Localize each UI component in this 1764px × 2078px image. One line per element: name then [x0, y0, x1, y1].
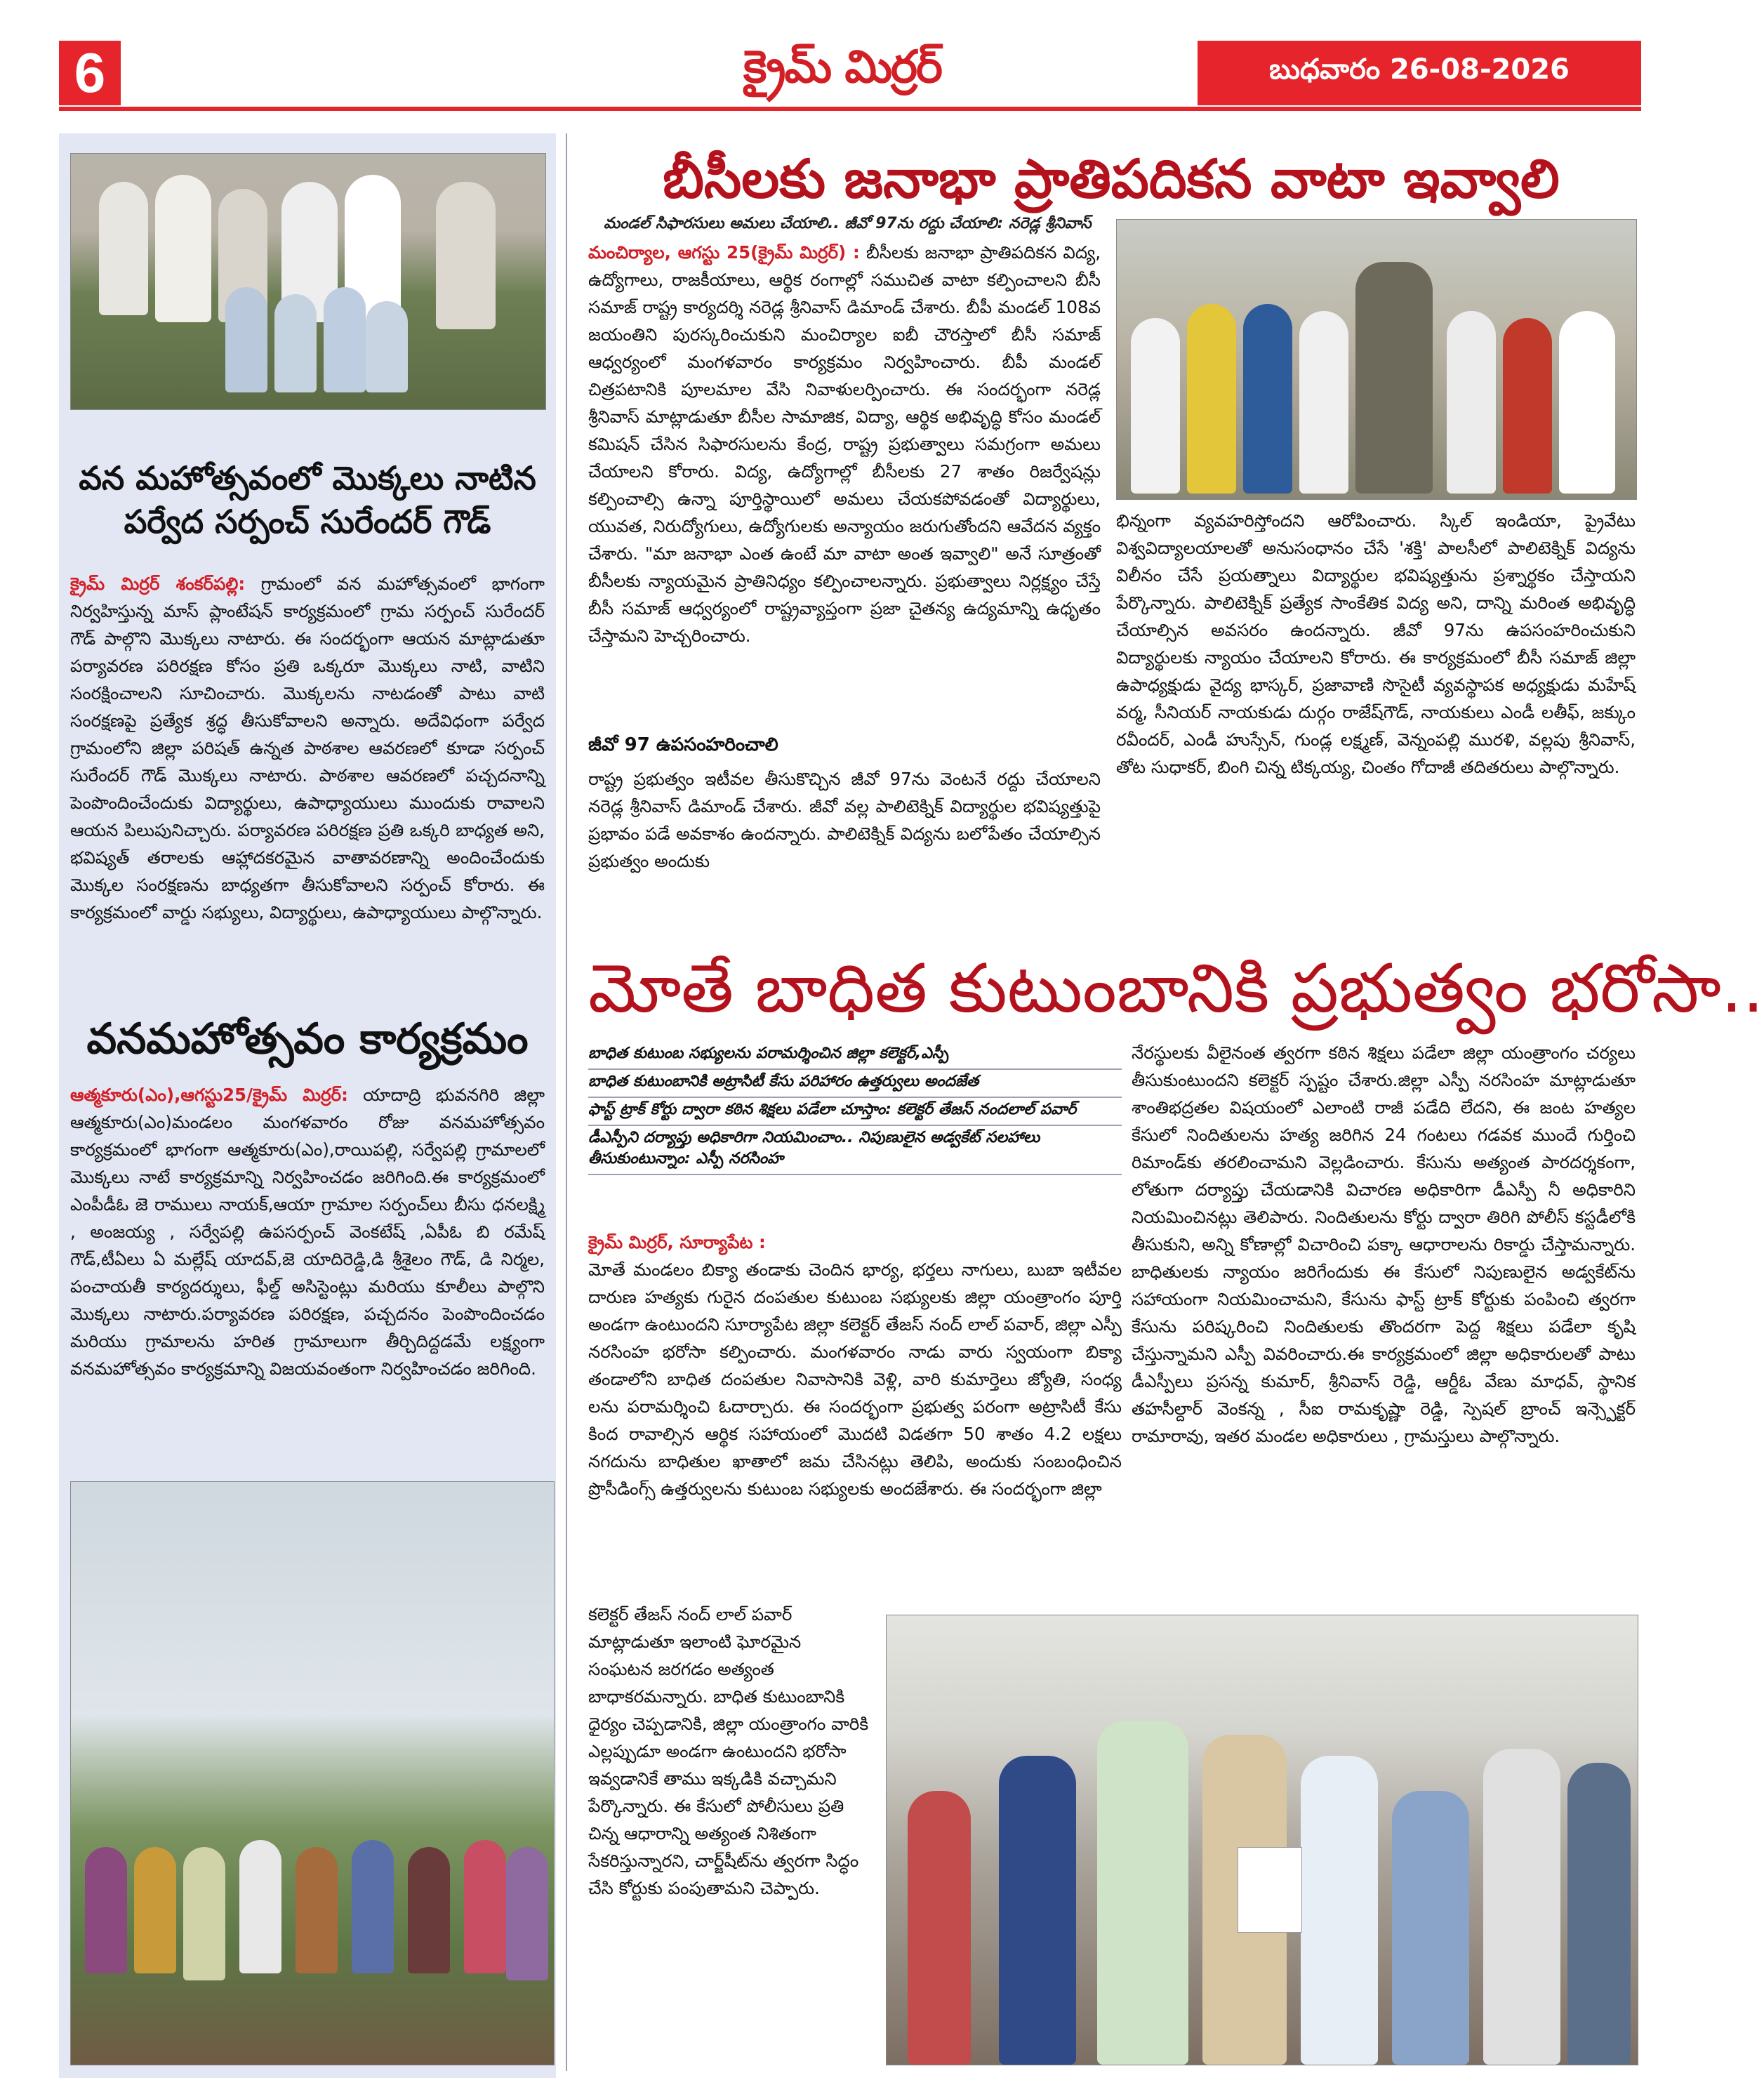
photo-collector-visit — [886, 1615, 1638, 2065]
column-divider — [566, 133, 567, 2071]
story2-body-text: యాదాద్రి భువనగిరి జిల్లా ఆత్మకూరు(ఎం)మండలం మంగళవారం రోజు వనమహోత్సవం కార్యక్రమంలో భాగంగా ఆత్మకూరు(ఎం),రాయిపల్లి, సర్వేపల్లి గ్రామాలలో మొక్కలు నాటే కార్యక్రమాన్ని నిర్వహించడం జరిగింది.ఈ కార్యక్రమంలో ఎంపీడీఓ జె రాములు నాయక్,ఆయా గ్రామాల సర్పంచ్‌లు బీసు ధనలక్ష్మి , అంజయ్య , సర్వేపల్లి ఉపసర్పంచ్ వెంకటేష్ ,ఏపీఓ బి రమేష్ గౌడ్,టీఏలు ఏ మల్లేష్ యాదవ్,జె యాదిరెడ్డి,డి శ్రీశైలం గౌడ్, డి నిర్మల, పంచాయతీ కార్యదర్శులు, ఫీల్డ్ అసిస్టెంట్లు మరియు కూలీలు పాల్గొని మొక్కలు నాటారు.పర్యావరణ పరిరక్షణ, పచ్చదనం పెంపొందించడం మరియు గ్రామాలను హరిత గ్రామాలుగా తీర్చిదిద్దడమే లక్ష్యంగా వనమహోత్సవం కార్యక్రమాన్ని విజయవంతంగా నిర్వహించడం జరిగింది. — [70, 1085, 545, 1379]
bc-story-body-text: బీసీలకు జనాభా ప్రాతిపదికన విద్య, ఉద్యోగాలు, రాజకీయాలు, ఆర్థిక రంగాల్లో సముచిత వాటా కల్పించాలని బీసీ సమాజ్ రాష్ట్ర కార్యదర్శి నరెడ్ల శ్రీనివాస్ డిమాండ్ చేశారు. బీపీ మండల్ 108వ జయంతిని పురస్కరించుకుని మంచిర్యాల ఐబీ చౌరస్తాలో బీసీ సమాజ్ ఆధ్వర్యంలో మంగళవారం కార్యక్రమం నిర్వహించారు. బీపీ మండల్ చిత్రపటానికి పూలమాల వేసి నివాళులర్పించారు. ఈ సందర్భంగా నరెడ్ల శ్రీనివాస్ మాట్లాడుతూ బీసీల సామాజిక, విద్యా, ఆర్థిక అభివృద్ధి కోసం మండల్ కమిషన్ చేసిన సిఫారసులను కేంద్ర, రాష్ట్ర ప్రభుత్వాలు సమగ్రంగా అమలు చేయాలని కోరారు. విద్య, ఉద్యోగాల్లో బీసీలకు 27 శాతం రిజర్వేషన్లు కల్పించాల్సి ఉన్నా పూర్తిస్థాయిలో అమలు చేయకపోవడంతో విద్యార్థులు, యువత, నిరుద్యోగులు, ఉద్యోగులకు అన్యాయం జరుగుతోందని ఆవేదన వ్యక్తం చేశారు. "మా జనాభా ఎంత ఉంటే మా వాటా అంత ఇవ్వాలి" అనే సూత్రంతో బీసీలకు న్యాయమైన ప్రాతినిధ్యం కల్పించాలన్నారు. ప్రభుత్వాలు నిర్లక్ష్యం చేస్తే బీసీ సమాజ్ ఆధ్వర్యంలో రాష్ట్రవ్యాప్తంగా ప్రజా చైతన్య ఉద్యమాన్ని ఉధృతం చేస్తామని హెచ్చరించారు. — [588, 242, 1101, 646]
story1-headline — [70, 456, 545, 543]
story1-body-text: గ్రామంలో వన మహోత్సవంలో భాగంగా నిర్వహిస్తున్న మాస్ ప్లాంటేషన్ కార్యక్రమంలో గ్రామ సర్పంచ్ సురేందర్ గౌడ్ పాల్గొని మొక్కలు నాటారు. ఈ సందర్భంగా ఆయన మాట్లాడుతూ పర్యావరణ పరిరక్షణ కోసం ప్రతి ఒక్కరూ మొక్కలు నాటి, వాటిని సంరక్షించాలని సూచించారు. మొక్కలను నాటడంతో పాటు వాటి సంరక్షణపై ప్రత్యేక శ్రద్ధ తీసుకోవాలని అన్నారు. అదేవిధంగా పర్వేద గ్రామంలోని జిల్లా పరిషత్ ఉన్నత పాఠశాల ఆవరణలో కూడా సర్పంచ్ సురేందర్ గౌడ్ మొక్కలు నాటారు. పాఠశాల ఆవరణలో పచ్చదనాన్ని పెంపొందించేందుకు విద్యార్థులు, ఉపాధ్యాయులు ముందుకు రావాలని ఆయన పిలుపునిచ్చారు. పర్యావరణ పరిరక్షణ ప్రతి ఒక్కరి బాధ్యత అని, భవిష్యత్ తరాలకు ఆహ్లాదకరమైన వాతావరణాన్ని అందించేందుకు మొక్కల సంరక్షణను బాధ్యతగా తీసుకోవాలని సర్పంచ్ కోరారు. ఈ కార్యక్రమంలో వార్డు సభ్యులు, విద్యార్థులు, ఉపాధ్యాయులు పాల్గొన్నారు. — [70, 574, 545, 922]
photo-plantation-students — [70, 153, 546, 410]
bc-story-body — [588, 239, 1101, 723]
mothe-headline-part2: ప్రభుత్వం భరోసా.. — [1290, 949, 1764, 1028]
story2-body — [70, 1081, 545, 1488]
story1-body — [70, 570, 545, 991]
deck-line: ఫాస్ట్ ట్రాక్ కోర్టు ద్వారా కఠిన శిక్షలు పడేలా చూస్తాం: కలెక్టర్ తేజస్ నందలాల్ పవార్ — [588, 1098, 1122, 1126]
mothe-headline-part1: మోతే బాధిత కుటుంబానికి — [588, 949, 1291, 1028]
story2-source: ఆత్మకూరు(ఎం),ఆగస్టు25/క్రైమ్ మిర్రర్: — [70, 1085, 348, 1105]
page-number: 6 — [59, 41, 121, 105]
mothe-story-body-col1 — [588, 1229, 1122, 1594]
photo-bc-samaj-tribute — [1116, 219, 1637, 500]
mothe-story-headline — [588, 948, 1764, 1029]
bc-subsection-body: రాష్ట్ర ప్రభుత్వం ఇటీవల తీసుకొచ్చిన జీవో 97ను వెంటనే రద్దు చేయాలని నరెడ్ల శ్రీనివాస్ డిమాండ్ చేశారు. జీవో వల్ల పాలిటెక్నిక్ విద్యార్థుల భవిష్యత్తుపై ప్రభావం పడే అవకాశం ఉందన్నారు. పాలిటెక్నిక్ విద్యను బలోపేతం చేయాల్సిన ప్రభుత్వం అందుకు — [588, 769, 1101, 871]
header-rule — [59, 107, 1641, 111]
story1-headline-line2: పర్వేద సర్పంచ్ సురేందర్ గౌడ్ — [124, 503, 491, 541]
mothe-story-body-col2: నేరస్థులకు వీలైనంత త్వరగా కఠిన శిక్షలు పడేలా జిల్లా యంత్రాంగం చర్యలు తీసుకుంటుందని కలెక్టర్ స్పష్టం చేశారు.జిల్లా ఎస్పీ నరసింహ మాట్లాడుతూ శాంతిభద్రతల విషయంలో ఎలాంటి రాజీ పడేది లేదని, ఈ జంట హత్యల కేసులో నిందితులను హత్య జరిగిన 24 గంటలు గడవక ముందే గుర్తించి రిమాండ్‌కు తరలించామని వెల్లడించారు. కేసును అత్యంత పారదర్శకంగా, లోతుగా దర్యాప్తు చేయడానికి విచారణ అధికారిగా డీఎస్పీ నీ అధికారిని నియమించినట్లు తెలిపారు. నిందితులను కోర్టు ద్వారా తిరిగి పోలీస్ కస్టడీలోకి తీసుకుని, అన్ని కోణాల్లో విచారించి పక్కా ఆధారాలను రికార్డు చేస్తామన్నారు. బాధితులకు న్యాయం జరిగేందుకు ఈ కేసులో నిపుణులైన అడ్వకేట్‌ను సహాయంగా నియమించామని, కేసును ఫాస్ట్ ట్రాక్ కోర్టుకు పంపించి త్వరగా కేసును పరిష్కరించి నిందితులకు తొందరగా పెద్ద శిక్షలు పడేలా కృషి చేస్తున్నామని ఎస్పీ వివరించారు.ఈ కార్యక్రమంలో జిల్లా అధికారులతో పాటు డీఎస్పీలు ప్రసన్న కుమార్, శ్రీనివాస్ రెడ్డి, ఆర్డీఓ వేణు మాధవ్, స్థానిక తహసీల్దార్ వెంకన్న , సీఐ రామకృష్ణా రెడ్డి, స్పెషల్ బ్రాంచ్ ఇన్స్పెక్టర్ రామారావు, ఇతర మండల అధికారులు , గ్రామస్తులు పాల్గొన్నారు. — [1132, 1043, 1636, 1446]
mothe-story-source: క్రైమ్ మిర్రర్, సూర్యాపేట : — [588, 1232, 766, 1252]
bc-subsection-title: జీవో 97 ఉపసంహరించాలి — [588, 734, 778, 755]
deck-line: డీఎస్పీని దర్యాప్తు అధికారిగా నియమించాం.. నిపుణులైన అడ్వకేట్ సలహాలు తీసుకుంటున్నాం: ఎస్పీ నరసింహ — [588, 1126, 1122, 1175]
mothe-story-body-col1b: కలెక్టర్ తేజస్ నంద్ లాల్ పవార్ మాట్లాడుతూ ఇలాంటి ఘోరమైన సంఘటన జరగడం అత్యంత బాధాకరమన్నారు. బాధిత కుటుంబానికి ధైర్యం చెప్పడానికి, జిల్లా యంత్రాంగం వారికి ఎల్లప్పుడూ అండగా ఉంటుందని భరోసా ఇవ్వడానికే తాము ఇక్కడికి వచ్చామని పేర్కొన్నారు. ఈ కేసులో పోలీసులు ప్రతి చిన్న ఆధారాన్ని అత్యంత నిశితంగా సేకరిస్తున్నారని, చార్జ్‌షీట్‌ను త్వరగా సిద్ధం చేసి కోర్టుకు పంపుతామని చెప్పారు. — [588, 1604, 869, 1898]
bc-story-right-body: భిన్నంగా వ్యవహరిస్తోందని ఆరోపించారు. స్కిల్ ఇండియా, ప్రైవేటు విశ్వవిద్యాలయాలతో అనుసంధానం చేసే 'శక్తి' పాలసీలో పాలిటెక్నిక్ విద్యను విలీనం చేసే ప్రయత్నాలు విద్యార్థుల భవిష్యత్తును ప్రశ్నార్థకం చేస్తాయని పేర్కొన్నారు. పాలిటెక్నిక్ ప్రత్యేక సాంకేతిక విద్య అని, దాన్ని మరింత అభివృద్ధి చేయాల్సిన అవసరం ఉందన్నారు. జీవో 97ను ఉపసంహరించుకుని విద్యార్థులకు న్యాయం చేయాలని కోరారు. ఈ కార్యక్రమంలో బీసీ సమాజ్ జిల్లా ఉపాధ్యక్షుడు వైద్య భాస్కర్, ప్రజావాణి సొసైటీ వ్యవస్థాపక అధ్యక్షుడు మహేష్ వర్మ, సీనియర్ నాయకుడు దుర్గం రాజేష్‌గౌడ్, నాయకులు ఎండీ లతీఫ్, జక్కుం రవీందర్, ఎండీ హుస్సేన్, గుండ్ల లక్ష్మణ్, వెన్నంపల్లి మురళి, వల్లపు శ్రీనివాస్, తోట సుధాకర్, బింగి చిన్న టిక్కయ్య, చింతం గోదాజీ తదితరులు పాల్గొన్నారు. — [1116, 510, 1636, 777]
bc-story-headline: బీసీలకు జనాభా ప్రాతిపదికన వాటా ఇవ్వాలి — [663, 147, 1560, 210]
story1-source: క్రైమ్ మిర్రర్ శంకర్‌పల్లి: — [70, 574, 246, 594]
deck-line: బాధిత కుటుంబానికి అట్రాసిటీ కేసు పరిహారం ఉత్తర్వులు అందజేత — [588, 1070, 1122, 1098]
masthead-title: క్రైమ్ మిర్రర్ — [743, 41, 941, 93]
story1-headline-line1: వన మహోత్సవంలో మొక్కలు నాటిన — [79, 459, 536, 497]
photo-vanamahotsavam-field — [70, 1481, 555, 2065]
story2-headline: వనమహోత్సవం కార్యక్రమం — [86, 1014, 529, 1064]
mothe-story-body-text: మోతే మండలం బిక్యా తండాకు చెందిన భార్య, భర్తలు నాగులు, బుబా ఇటీవల దారుణ హత్యకు గురైన దంపతుల కుటుంబ సభ్యులకు జిల్లా యంత్రాంగం పూర్తి అండగా ఉంటుందని సూర్యాపేట జిల్లా కలెక్టర్ తేజస్ నంద్ లాల్ పవార్, జిల్లా ఎస్పీ నరసింహ భరోసా కల్పించారు. మంగళవారం నాడు వారు స్వయంగా బిక్యా తండాలోని బాధిత దంపతుల నివాసానికి వెళ్లి, వారి కుమార్తెలు జ్యోతి, సంధ్య లను పరామర్శించి ఓదార్చారు. ఈ సందర్భంగా ప్రభుత్వ పరంగా అట్రాసిటీ కేసు కింద రావాల్సిన ఆర్థిక సహాయంలో మొదటి విడతగా 50 శాతం 4.2 లక్షలు నగదును బాధితుల ఖాతాలో జమ చేసినట్లు తెలిపి, అందుకు సంబంధించిన ప్రొసీడింగ్స్ ఉత్తర్వులను కుటుంబ సభ్యులకు అందజేశారు. ఈ సందర్భంగా జిల్లా — [588, 1259, 1122, 1499]
bc-story-subhead: మండల్ సిఫారసులు అమలు చేయాలి.. జీవో 97ను రద్దు చేయాలి: నరెడ్ల శ్రీనివాస్ — [604, 215, 1092, 232]
deck-line: బాధిత కుటుంబ సభ్యులను పరామర్శించిన జిల్లా కలెక్టర్,ఎస్పీ — [588, 1042, 1122, 1070]
mothe-story-deck — [588, 1042, 1122, 1175]
masthead-logo — [723, 41, 962, 104]
bc-story-source: మంచిర్యాల, ఆగస్టు 25(క్రైమ్ మిర్రర్) : — [588, 242, 860, 263]
issue-date: బుధవారం 26-08-2026 — [1198, 41, 1641, 105]
